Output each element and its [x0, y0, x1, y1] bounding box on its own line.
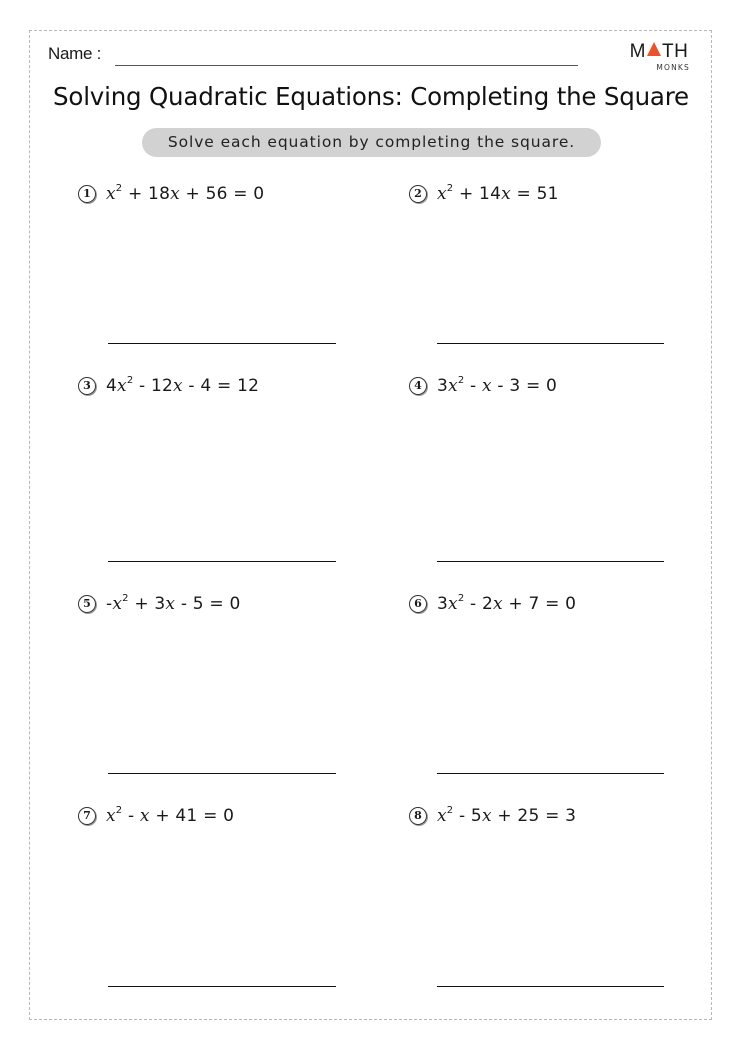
logo-letter-m: M — [629, 41, 646, 62]
answer-line-5[interactable] — [108, 773, 336, 774]
equation-text: $3x^2 - x - 3 = 0$ — [437, 375, 558, 396]
problem-6 — [409, 594, 576, 614]
equation-text: $4x^2 - 12x - 4 = 12$ — [106, 375, 260, 396]
name-label: Name : — [48, 44, 101, 63]
problem-4 — [409, 376, 557, 396]
problem-number-badge: 2 — [409, 185, 427, 203]
equation-text: $-x^2 + 3x - 5 = 0$ — [106, 593, 241, 614]
answer-line-1[interactable] — [108, 343, 336, 344]
logo-subtitle: MONKS — [656, 63, 690, 72]
answer-line-3[interactable] — [108, 561, 336, 562]
logo-letters-th: TH — [662, 41, 689, 62]
name-input-line[interactable] — [115, 65, 578, 66]
problem-8 — [409, 806, 576, 826]
problem-number-badge: 4 — [409, 377, 427, 395]
problem-3 — [78, 376, 259, 396]
equation-text: $x^2 + 18x + 56 = 0$ — [106, 183, 265, 204]
worksheet-border — [29, 30, 712, 1020]
problem-number-badge: 3 — [78, 377, 96, 395]
problem-number-badge: 5 — [78, 595, 96, 613]
problem-5 — [78, 594, 241, 614]
problem-7 — [78, 806, 234, 826]
answer-line-7[interactable] — [108, 986, 336, 987]
problem-1 — [78, 184, 264, 204]
logo-wordmark — [628, 42, 690, 61]
equation-text: $x^2 - 5x + 25 = 3$ — [437, 805, 577, 826]
problem-2 — [409, 184, 559, 204]
answer-line-2[interactable] — [437, 343, 664, 344]
triangle-icon — [647, 42, 661, 56]
answer-line-8[interactable] — [437, 986, 664, 987]
equation-text: $3x^2 - 2x + 7 = 0$ — [437, 593, 577, 614]
problem-number-badge: 1 — [78, 185, 96, 203]
answer-line-4[interactable] — [437, 561, 664, 562]
problem-number-badge: 6 — [409, 595, 427, 613]
equation-text: $x^2 + 14x = 51$ — [437, 183, 559, 204]
math-monks-logo — [628, 42, 690, 72]
answer-line-6[interactable] — [437, 773, 664, 774]
problem-number-badge: 8 — [409, 807, 427, 825]
instruction-banner: Solve each equation by completing the square. — [142, 128, 601, 157]
equation-text: $x^2 - x + 41 = 0$ — [106, 805, 235, 826]
page-title: Solving Quadratic Equations: Completing the Square — [53, 82, 689, 111]
problem-number-badge: 7 — [78, 807, 96, 825]
